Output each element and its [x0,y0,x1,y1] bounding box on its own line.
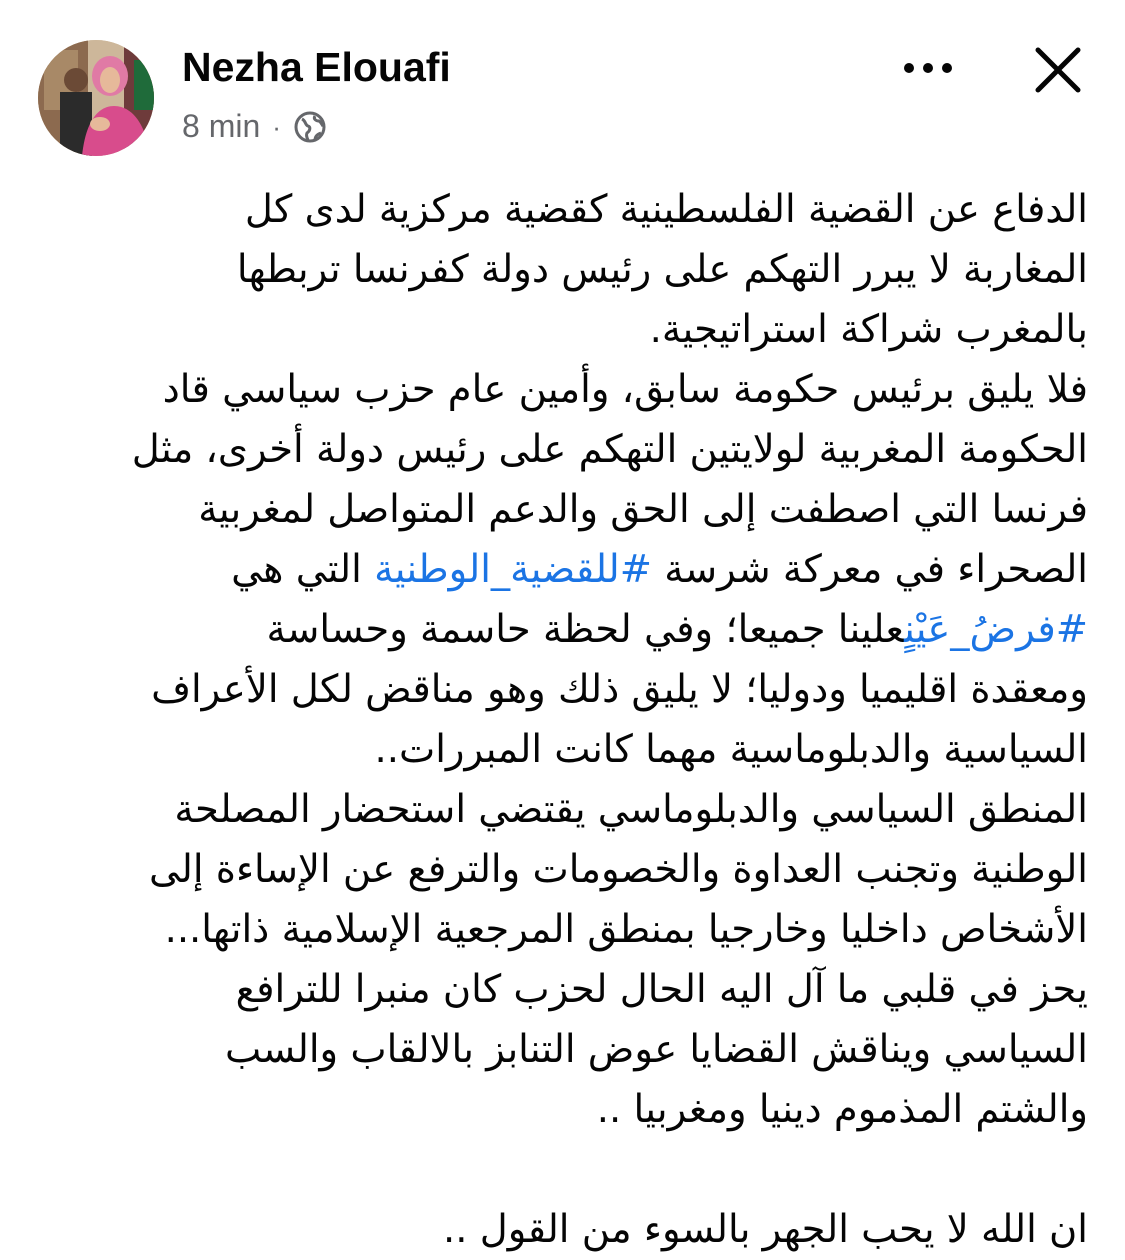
post-line: السياسي ويناقش القضايا عوض التنابز بالالقاب والسب [224,1027,1088,1072]
more-options-button[interactable] [900,48,956,88]
post-line [50,540,1088,600]
post-line: فلا يليق برئيس حكومة سابق، وأمين عام حزب سياسي قاد [162,367,1088,412]
hashtag-link[interactable]: #للقضية_الوطنية [374,547,653,592]
post-line: المنطق السياسي والدبلوماسي يقتضي استحضار المصلحة [174,787,1088,832]
post-line: الدفاع عن القضية الفلسطينية كقضية مركزية لدى كل [244,187,1088,232]
post-line: السياسية والدبلوماسية مهما كانت المبررات.. [374,727,1088,772]
paragraph-gap [50,1140,1088,1200]
post-closing-line: ان الله لا يحب الجهر بالسوء من القول .. [443,1207,1088,1252]
text-segment: الصحراء في معركة شرسة [652,547,1088,592]
hashtag-link[interactable]: #فرضُ_عَيْنٍ [904,607,1088,652]
post-header [0,0,1125,170]
text-segment: علينا جميعا؛ وفي لحظة حاسمة وحساسة [266,607,905,652]
meta-separator: · [272,111,281,142]
author-name[interactable]: Nezha Elouafi [182,44,451,90]
post-time[interactable]: 8 min [182,108,261,144]
post-line: والشتم المذموم دينيا ومغربيا .. [596,1087,1088,1132]
author-avatar[interactable] [38,40,154,156]
avatar-photo [38,40,154,156]
post-text [50,180,1088,1260]
more-horizontal-icon [900,61,956,75]
post-line: فرنسا التي اصطفت إلى الحق والدعم المتواصل لمغربية [198,487,1088,532]
text-segment: التي هي [231,547,375,592]
post-meta [182,108,327,145]
post-line [50,600,1088,660]
close-button[interactable] [1030,42,1086,98]
post-line: الوطنية وتجنب العداوة والخصومات والترفع عن الإساءة إلى [149,847,1088,892]
globe-icon[interactable] [293,110,327,144]
post-line: الأشخاص داخليا وخارجيا بمنطق المرجعية الإسلامية ذاتها... [164,907,1088,952]
post-line: ومعقدة اقليميا ودوليا؛ لا يليق ذلك وهو مناقض لكل الأعراف [151,667,1088,712]
post-line: المغاربة لا يبرر التهكم على رئيس دولة كفرنسا تربطها [236,247,1088,292]
post-line: بالمغرب شراكة استراتيجية. [649,307,1088,352]
post-line: يحز في قلبي ما آل اليه الحال لحزب كان منبرا للترافع [235,967,1088,1012]
post-line: الحكومة المغربية لولايتين التهكم على رئيس دولة أخرى، مثل [131,427,1088,472]
close-icon [1030,42,1086,98]
